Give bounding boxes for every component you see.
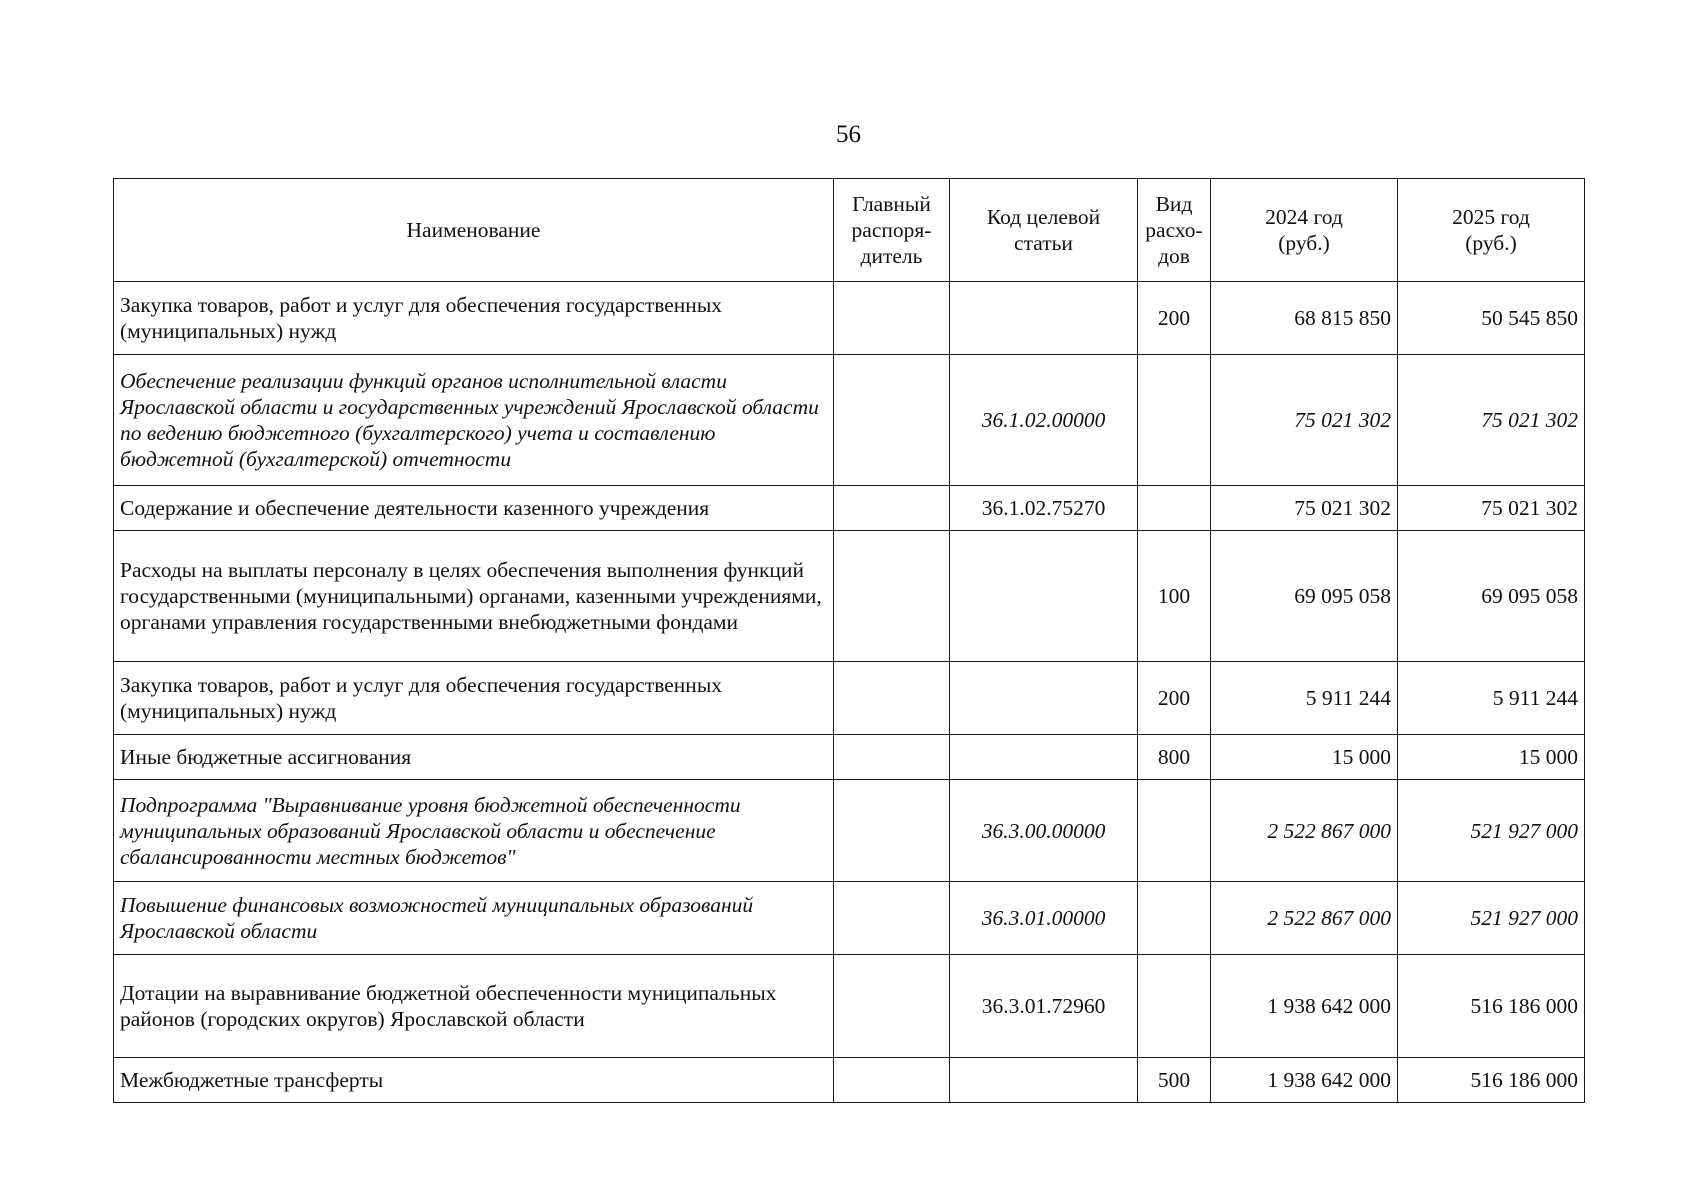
header-2025-line: (руб.): [1465, 231, 1517, 255]
cell-manager: [834, 486, 950, 531]
cell-2024: 75 021 302: [1211, 355, 1398, 486]
cell-2025: 69 095 058: [1398, 531, 1585, 662]
cell-2024: 5 911 244: [1211, 662, 1398, 735]
table-row: [114, 531, 1585, 662]
cell-name: Межбюджетные трансферты: [114, 1058, 834, 1103]
cell-manager: [834, 882, 950, 955]
cell-name: Закупка товаров, работ и услуг для обеспечения государственных (муниципальных) нужд: [114, 282, 834, 355]
header-name: Наименование: [114, 179, 834, 282]
cell-type: [1138, 355, 1211, 486]
table-row: [114, 780, 1585, 882]
budget-table: [113, 178, 1585, 1103]
cell-2024: 15 000: [1211, 735, 1398, 780]
table-row: [114, 955, 1585, 1058]
cell-2024: 2 522 867 000: [1211, 780, 1398, 882]
header-type-line: расхо-: [1145, 218, 1203, 242]
cell-manager: [834, 531, 950, 662]
cell-2024: 1 938 642 000: [1211, 955, 1398, 1058]
page-number: 56: [836, 121, 861, 148]
cell-name: Содержание и обеспечение деятельности казенного учреждения: [114, 486, 834, 531]
cell-manager: [834, 780, 950, 882]
header-2025-line: 2025 год: [1452, 205, 1530, 229]
cell-name: Закупка товаров, работ и услуг для обеспечения государственных (муниципальных) нужд: [114, 662, 834, 735]
cell-code: 36.3.01.00000: [950, 882, 1138, 955]
header-type-line: дов: [1158, 244, 1190, 268]
cell-name: Повышение финансовых возможностей муниципальных образований Ярославской области: [114, 882, 834, 955]
cell-name: Подпрограмма "Выравнивание уровня бюджетной обеспеченности муниципальных образований Ярославской области и обеспечение сбалансированности местных бюджетов": [114, 780, 834, 882]
table-row: [114, 735, 1585, 780]
cell-2025: 15 000: [1398, 735, 1585, 780]
cell-code: 36.3.01.72960: [950, 955, 1138, 1058]
cell-2024: 2 522 867 000: [1211, 882, 1398, 955]
cell-type: 500: [1138, 1058, 1211, 1103]
cell-type: 100: [1138, 531, 1211, 662]
cell-code: [950, 662, 1138, 735]
cell-manager: [834, 282, 950, 355]
cell-2024: 69 095 058: [1211, 531, 1398, 662]
table-row: [114, 355, 1585, 486]
header-manager-line: дитель: [860, 244, 923, 268]
cell-name: Обеспечение реализации функций органов исполнительной власти Ярославской области и государственных учреждений Ярославской области по ведению бюджетного (бухгалтерского) учета и составлению бюджетной (бухгалтерской) отчетности: [114, 355, 834, 486]
cell-2024: 68 815 850: [1211, 282, 1398, 355]
header-2024-line: (руб.): [1278, 231, 1330, 255]
cell-code: 36.1.02.00000: [950, 355, 1138, 486]
cell-name: Дотации на выравнивание бюджетной обеспеченности муниципальных районов (городских округов) Ярославской области: [114, 955, 834, 1058]
cell-name: Иные бюджетные ассигнования: [114, 735, 834, 780]
header-type-line: Вид: [1155, 192, 1193, 216]
header-type: [1138, 179, 1211, 282]
cell-type: [1138, 882, 1211, 955]
cell-code: [950, 282, 1138, 355]
cell-2025: 75 021 302: [1398, 355, 1585, 486]
cell-type: [1138, 780, 1211, 882]
cell-code: [950, 1058, 1138, 1103]
cell-2024: 1 938 642 000: [1211, 1058, 1398, 1103]
cell-type: 200: [1138, 662, 1211, 735]
cell-code: [950, 735, 1138, 780]
cell-2025: 516 186 000: [1398, 1058, 1585, 1103]
header-2024-line: 2024 год: [1265, 205, 1343, 229]
header-2025: [1398, 179, 1585, 282]
cell-type: 800: [1138, 735, 1211, 780]
cell-code: [950, 531, 1138, 662]
cell-manager: [834, 735, 950, 780]
table-row: [114, 882, 1585, 955]
cell-name: Расходы на выплаты персоналу в целях обеспечения выполнения функций государственными (муниципальными) органами, казенными учреждениями, органами управления государственными внебюджетными фондами: [114, 531, 834, 662]
header-manager: [834, 179, 950, 282]
table-header-row: [114, 179, 1585, 282]
cell-code: 36.1.02.75270: [950, 486, 1138, 531]
cell-manager: [834, 955, 950, 1058]
cell-2024: 75 021 302: [1211, 486, 1398, 531]
cell-2025: 75 021 302: [1398, 486, 1585, 531]
table-row: [114, 486, 1585, 531]
header-code: [950, 179, 1138, 282]
cell-type: [1138, 955, 1211, 1058]
table-row: [114, 662, 1585, 735]
cell-2025: 521 927 000: [1398, 882, 1585, 955]
table-row: [114, 282, 1585, 355]
cell-manager: [834, 662, 950, 735]
cell-2025: 516 186 000: [1398, 955, 1585, 1058]
cell-code: 36.3.00.00000: [950, 780, 1138, 882]
header-code-line: статьи: [1014, 231, 1073, 255]
cell-2025: 50 545 850: [1398, 282, 1585, 355]
cell-2025: 5 911 244: [1398, 662, 1585, 735]
cell-2025: 521 927 000: [1398, 780, 1585, 882]
cell-manager: [834, 355, 950, 486]
cell-manager: [834, 1058, 950, 1103]
header-code-line: Код целевой: [986, 205, 1101, 229]
cell-type: 200: [1138, 282, 1211, 355]
header-manager-line: распоря-: [851, 218, 932, 242]
table-row: [114, 1058, 1585, 1103]
header-2024: [1211, 179, 1398, 282]
header-manager-line: Главный: [852, 192, 931, 216]
cell-type: [1138, 486, 1211, 531]
